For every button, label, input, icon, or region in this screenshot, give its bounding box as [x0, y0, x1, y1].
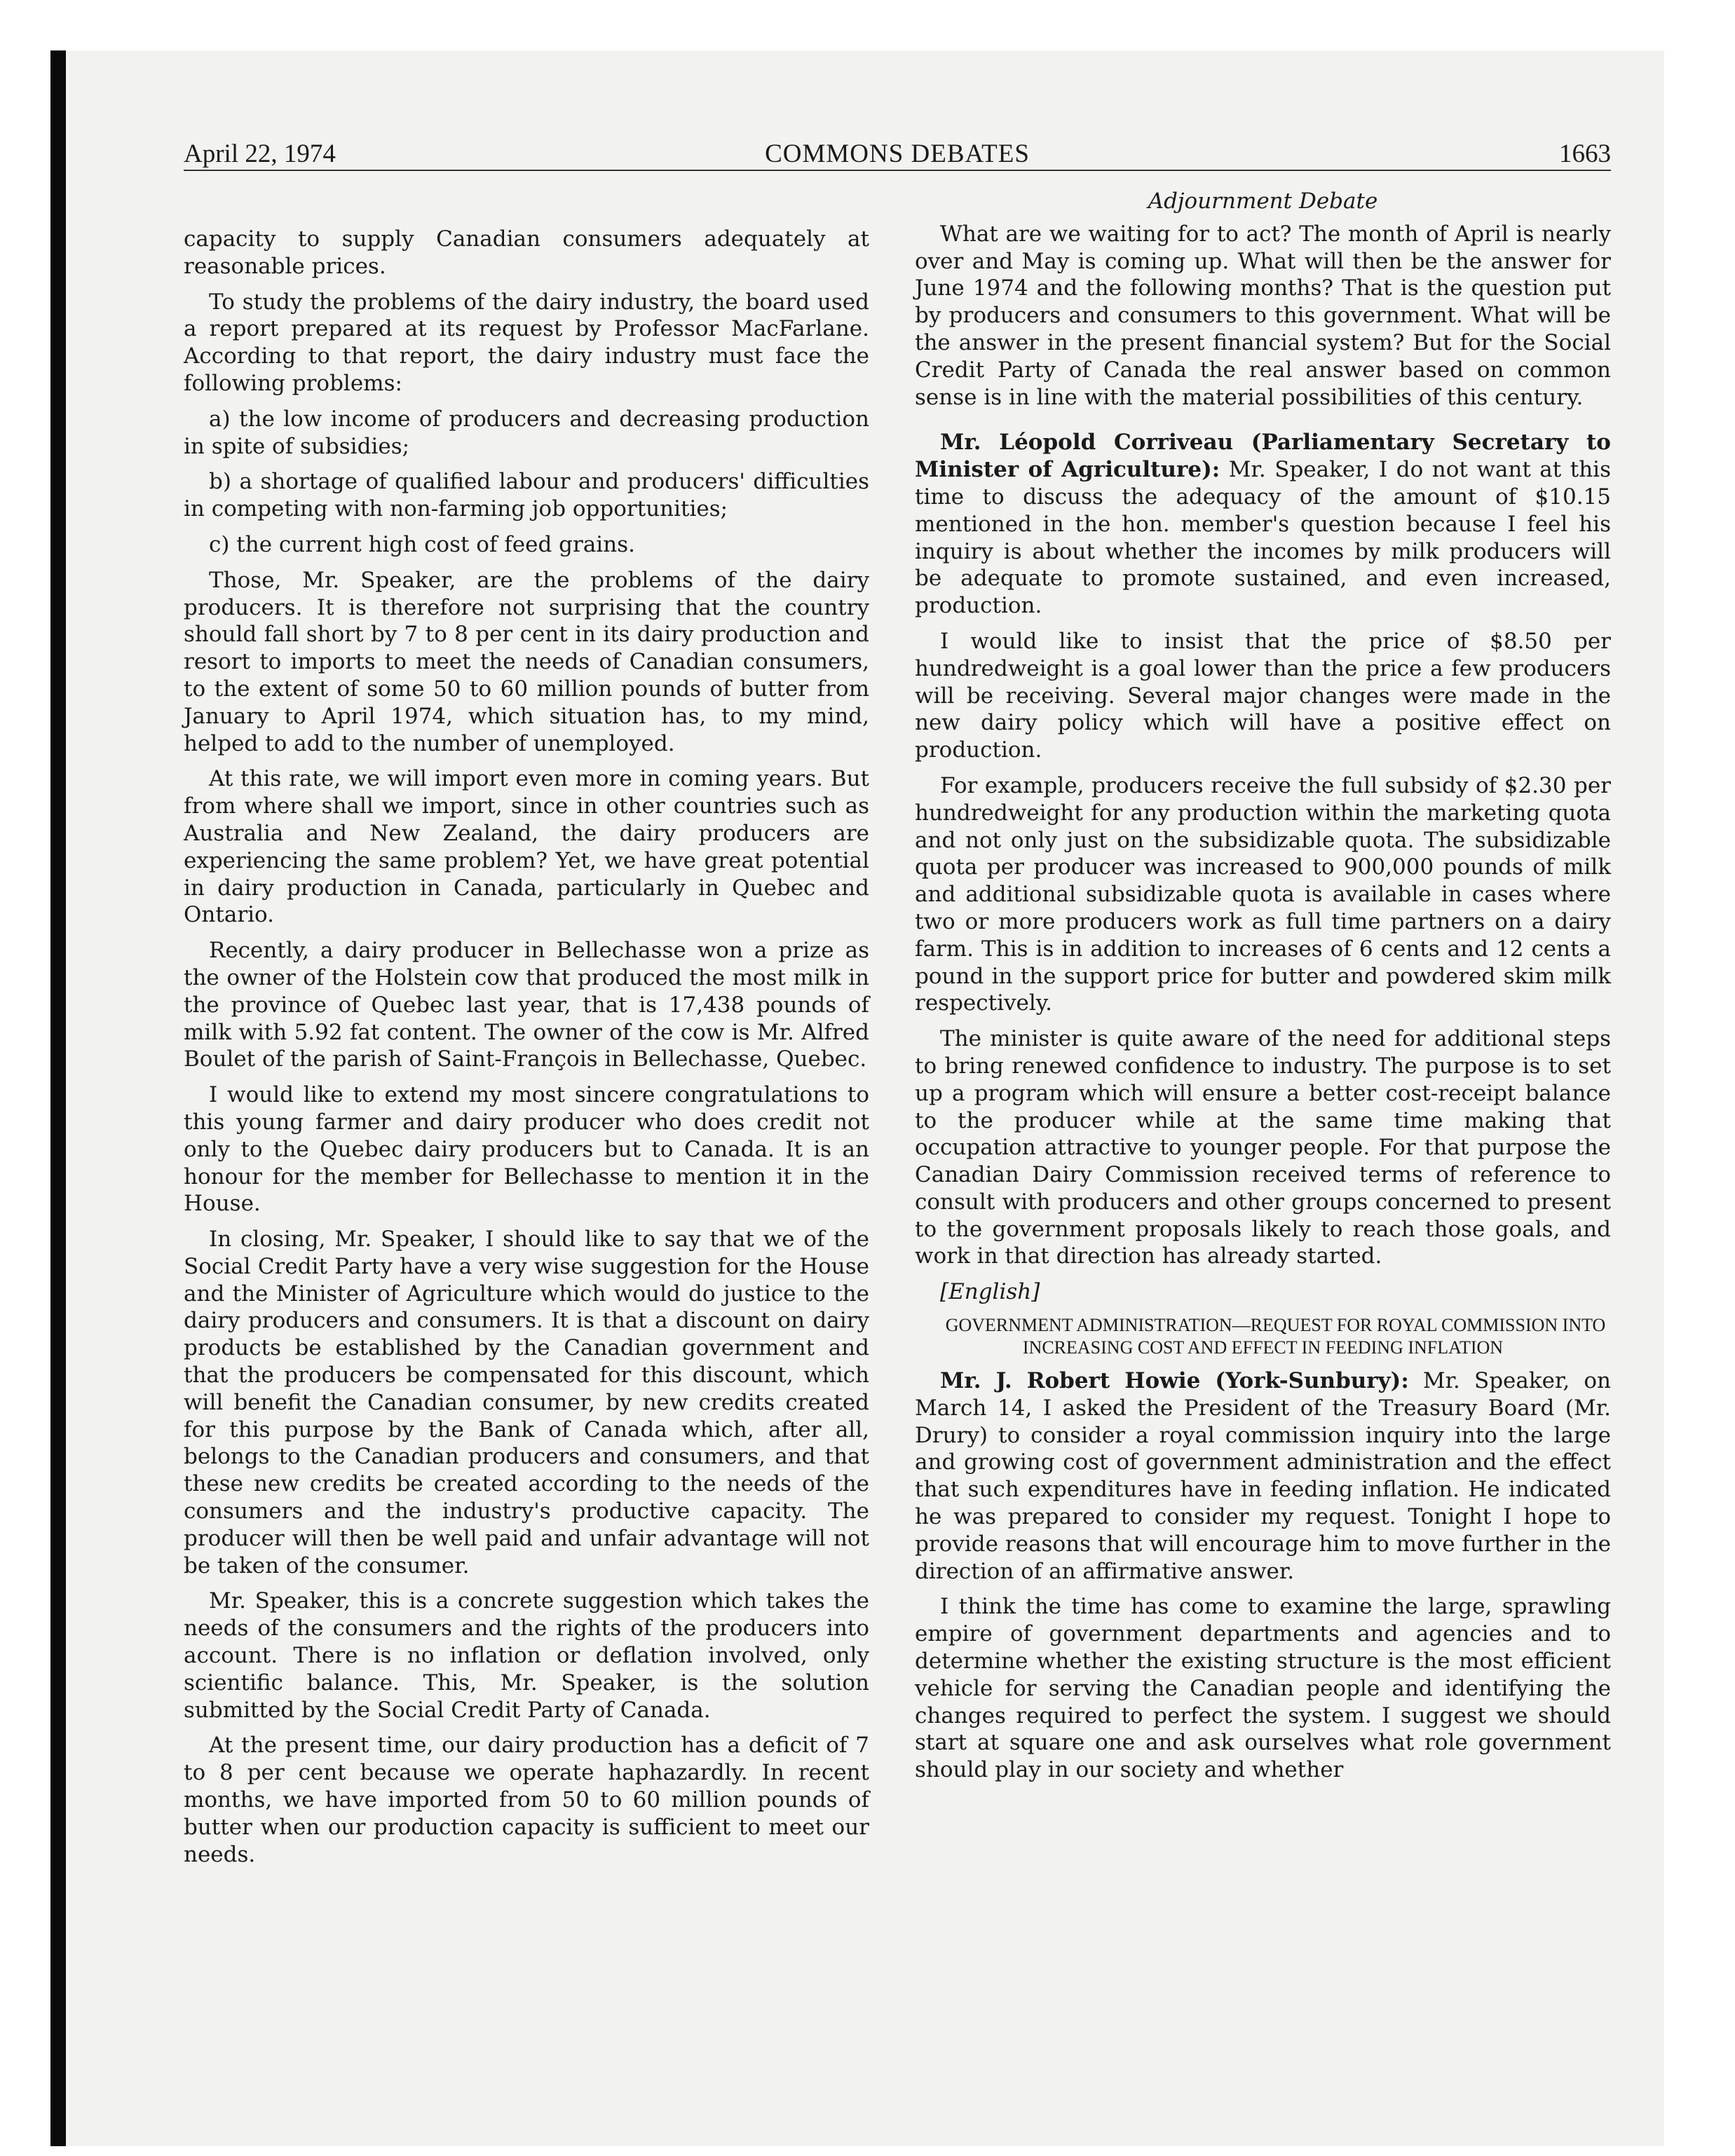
paragraph: c) the current high cost of feed grains. — [209, 531, 635, 557]
speaker-name: Mr. J. Robert Howie (York-Sunbury): — [940, 1368, 1409, 1394]
language-tag: [English] — [940, 1279, 1040, 1305]
speaker-name: Mr. Léopold Corriveau (Parliamentary Secretary to Minister of Agriculture): — [915, 430, 1611, 483]
page-header — [184, 135, 1611, 171]
running-head: Adjournment Debate — [1148, 189, 1378, 214]
paragraph: Recently, a dairy producer in Bellechasse won a prize as the owner of the Holstein cow that produced the most milk in the province of Quebec last year, that is 17,438 pounds of milk with 5.92 fat content. The owner of the cow is Mr. Alfred Boulet of the parish of Saint-François in Bellechasse, Quebec. — [184, 938, 869, 1072]
paragraph: At this rate, we will import even more in coming years. But from where shall we import, since in other countries such as Australia and New Zealand, the dairy producers are experiencing the same problem? Yet, we have great potential in dairy production in Canada, particularly in Quebec and Ontario. — [184, 766, 869, 928]
paragraph: Those, Mr. Speaker, are the problems of the dairy producers. It is therefore not surprising that the country should fall short by 7 to 8 per cent in its dairy production and resort to imports to meet the needs of Canadian consumers, to the extent of some 50 to 60 million pounds of butter from January to April 1974, which situation has, to my mind, helped to add to the number of unemployed. — [184, 567, 869, 756]
paragraph: The minister is quite aware of the need for additional steps to bring renewed confidence to industry. The purpose is to set up a program which will ensure a better cost-receipt balance to the producer while at the same time making that occupation attractive to younger people. For that purpose the Canadian Dairy Commission received terms of reference to consult with producers and other groups concerned to present to the government proposals likely to reach those goals, and work in that direction has already started. — [915, 1026, 1611, 1269]
header-title: COMMONS DEBATES — [765, 139, 1030, 168]
paragraph: For example, producers receive the full subsidy of $2.30 per hundredweight for any production within the marketing quota and not only just on the subsidizable quota. The subsidizable quota per producer was increased to 900,000 pounds of milk and additional subsidizable quota is available in cases where two or more producers work as full time partners on a dairy farm. This is in addition to increases of 6 cents and 12 cents a pound in the support price for butter and powdered skim milk respectively. — [915, 772, 1611, 1016]
paragraph: In closing, Mr. Speaker, I should like to say that we of the Social Credit Party have a very wise suggestion for the House and the Minister of Agriculture which would do justice to the dairy producers and consumers. It is that a discount on dairy products be established by the Canadian government and that the producers be compensated for this discount, which will benefit the Canadian consumer, by new credits created for this purpose by the Bank of Canada which, after all, belongs to the Canadian producers and consumers, and that these new credits be created according to the needs of the consumers and the industry's productive capacity. The producer will then be well paid and unfair advantage will not be taken of the consumer. — [184, 1227, 869, 1578]
paragraph: At the present time, our dairy production has a deficit of 7 to 8 per cent because we operate haphazardly. In recent months, we have imported from 50 to 60 million pounds of butter when our production capacity is sufficient to meet our needs. — [184, 1733, 869, 1867]
paragraph: I would like to insist that the price of $8.50 per hundredweight is a goal lower than the price a few producers will be receiving. Several major changes were made in the new dairy policy which will have a positive effect on production. — [915, 628, 1611, 763]
header-date: April 22, 1974 — [184, 139, 336, 168]
paragraph: What are we waiting for to act? The month of April is nearly over and May is coming up. What will then be the answer for June 1974 and the following months? That is the question put by producers and consumers to this government. What will be the answer in the present financial system? But for the Social Credit Party of Canada the real answer based on common sense is in line with the material possibilities of this century. — [915, 221, 1611, 410]
paragraph: To study the problems of the dairy industry, the board used a report prepared at its request by Professor MacFarlane. According to that report, the dairy industry must face the following problems: — [184, 289, 869, 396]
paragraph: capacity to supply Canadian consumers adequately at reasonable prices. — [184, 226, 869, 279]
speech-text: Mr. Speaker, on March 14, I asked the President of the Treasury Board (Mr. Drury) to consider a royal commission inquiry into the large and growing cost of government administration and the effect that such expenditures have in feeding inflation. He indicated he was prepared to consider my request. Tonight I hope to provide reasons that will encourage him to move further in the direction of an affirmative answer. — [915, 1368, 1611, 1584]
speech-paragraph — [915, 1367, 1611, 1585]
section-heading: GOVERNMENT ADMINISTRATION—REQUEST FOR ROYAL COMMISSION INTO INCREASING COST AND EFFECT IN FEEDING INFLATION — [945, 1315, 1606, 1358]
paragraph: I would like to extend my most sincere congratulations to this young farmer and dairy producer who does credit not only to the Quebec dairy producers but to Canada. It is an honour for the member for Bellechasse to mention it in the House. — [184, 1082, 869, 1217]
paragraph: b) a shortage of qualified labour and producers' difficulties in competing with non-farming job opportunities; — [184, 469, 869, 522]
paragraph: a) the low income of producers and decreasing production in spite of subsidies; — [184, 406, 869, 459]
paragraph: I think the time has come to examine the large, sprawling empire of government departments and agencies and to determine whether the existing structure is the most efficient vehicle for serving the Canadian people and identifying the changes required to perfect the system. I suggest we should start at square one and ask ourselves what role government should play in our society and whether — [915, 1594, 1611, 1783]
speech-paragraph — [915, 429, 1611, 620]
paragraph: Mr. Speaker, this is a concrete suggestion which takes the needs of the consumers and the rights of the producers into account. There is no inflation or deflation involved, only scientific balance. This, Mr. Speaker, is the solution submitted by the Social Credit Party of Canada. — [184, 1588, 869, 1723]
right-column — [915, 188, 1611, 1792]
speech-text: Mr. Speaker, I do not want at this time to discuss the adequacy of the amount of $10.15 mentioned in the hon. member's question because I feel his inquiry is about whether the incomes by milk producers will be adequate to promote sustained, and even increased, production. — [915, 457, 1611, 619]
left-column — [184, 226, 869, 1876]
header-page-number: 1663 — [1559, 139, 1611, 168]
scan-edge-bar — [50, 50, 66, 2146]
